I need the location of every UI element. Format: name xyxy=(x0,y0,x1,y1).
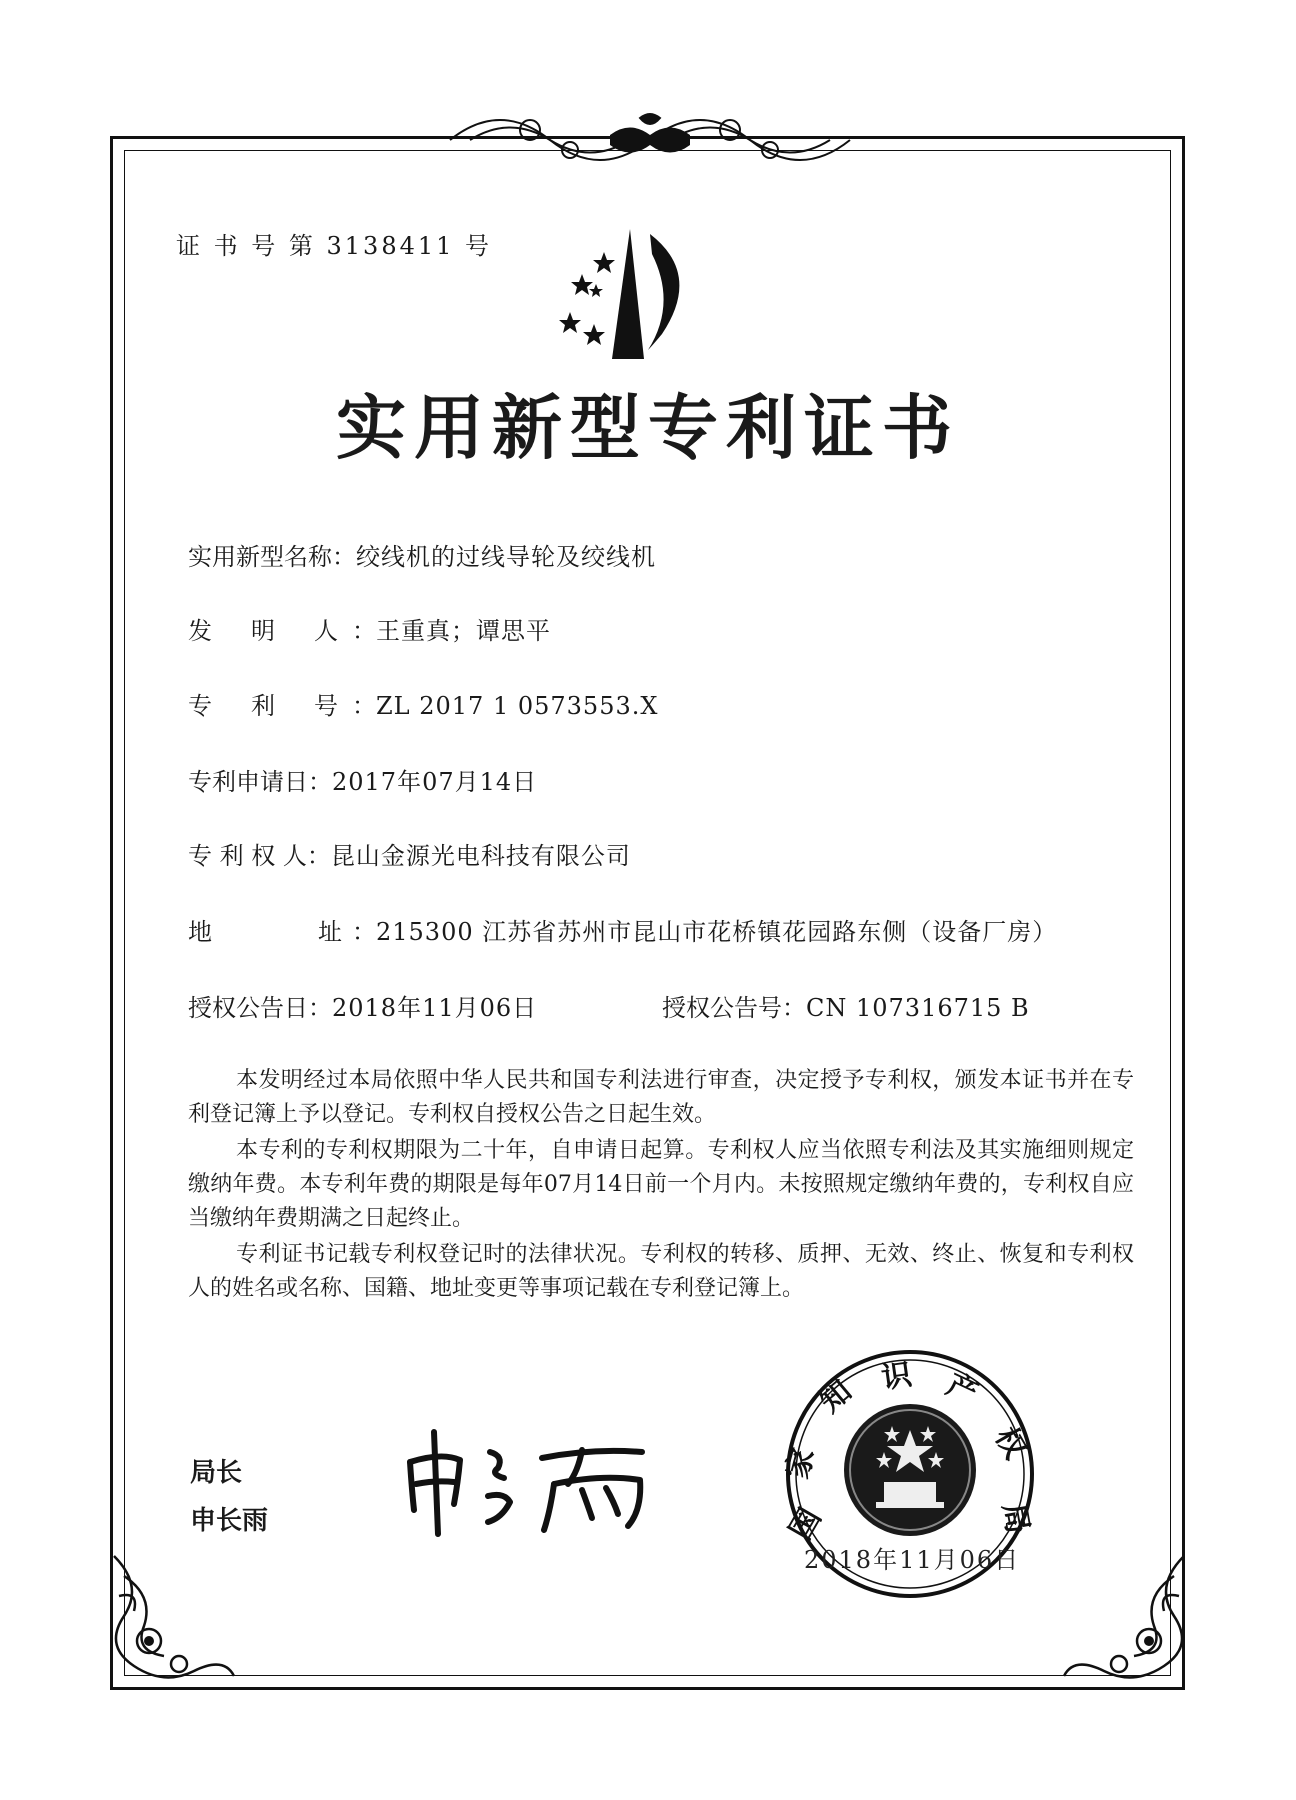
body-paragraph-grant: 本发明经过本局依照中华人民共和国专利法进行审查，决定授予专利权，颁发本证书并在专利登记簿上予以登记。专利权自授权公告之日起生效。 xyxy=(188,1068,1134,1127)
utility-model-name-value: 绞线机的过线导轮及绞线机 xyxy=(356,543,656,571)
top-ornament xyxy=(440,100,860,180)
certificate-body xyxy=(188,1064,1134,1308)
inventor-row: 发 明 人 ：王重真；谭思平 xyxy=(188,611,551,646)
svg-text:局: 局 xyxy=(995,1500,1036,1537)
grant-date-label: 授权公告日： xyxy=(188,994,332,1022)
svg-text:国: 国 xyxy=(783,1502,829,1546)
address-row: 地 址 ：215300 江苏省苏州市昆山市花桥镇花园路东侧（设备厂房） xyxy=(188,912,1057,947)
filing-date-row xyxy=(188,762,537,797)
grant-date-row xyxy=(188,988,537,1023)
seal-date: 2018年11月06日 xyxy=(804,1546,1021,1574)
address-value: 215300 江苏省苏州市昆山市花桥镇花园路东侧（设备厂房） xyxy=(376,918,1058,946)
svg-text:知: 知 xyxy=(813,1373,859,1420)
filing-date-label: 专利申请日： xyxy=(188,768,332,796)
corner-ornament-right xyxy=(1054,1546,1194,1686)
director-title: 局长 xyxy=(190,1458,243,1488)
body-paragraph-legal-status: 专利证书记载专利权登记时的法律状况。专利权的转移、质押、无效、终止、恢复和专利权人的姓名或名称、国籍、地址变更等事项记载在专利登记簿上。 xyxy=(188,1242,1134,1301)
body-paragraph-term: 本专利的专利权期限为二十年，自申请日起算。专利权人应当依照专利法及其实施细则规定缴纳年费。本专利年费的期限是每年07月14日前一个月内。未按照规定缴纳年费的，专利权自应当缴纳年费期满之日起终止。 xyxy=(188,1138,1134,1231)
patentee-label: 专 利 权 人： xyxy=(188,842,331,870)
certificate-number: 证 书 号 第 3138411 号 xyxy=(176,232,493,260)
cnipa-emblem-icon xyxy=(552,224,682,364)
corner-ornament-left xyxy=(104,1546,244,1686)
filing-date-value: 2017年07月14日 xyxy=(332,768,538,796)
patentee-row xyxy=(188,836,631,871)
utility-model-name-label: 实用新型名称： xyxy=(188,543,356,571)
grant-number-row xyxy=(662,988,1030,1023)
director-signature xyxy=(392,1422,672,1542)
patentee-value: 昆山金源光电科技有限公司 xyxy=(330,842,631,870)
svg-text:识: 识 xyxy=(879,1357,914,1397)
patent-number-value: ZL 2017 1 0573553.X xyxy=(376,692,659,720)
certificate-title: 实用新型专利证书 xyxy=(336,386,960,469)
utility-model-name-row xyxy=(188,537,656,572)
patent-number-label: 专 利 号 xyxy=(188,692,338,720)
grant-number-value: CN 107316715 B xyxy=(806,994,1030,1022)
grant-number-label: 授权公告号： xyxy=(662,994,806,1022)
inventor-label: 发 明 人 xyxy=(188,617,338,645)
inventor-value: 王重真；谭思平 xyxy=(376,617,551,645)
patent-number-row: 专 利 号 ：ZL 2017 1 0573553.X xyxy=(188,686,658,721)
svg-text:产: 产 xyxy=(941,1367,984,1412)
address-label: 地 址 xyxy=(188,918,342,946)
grant-date-value: 2018年11月06日 xyxy=(332,994,538,1022)
director-name: 申长雨 xyxy=(190,1506,269,1536)
svg-text:权: 权 xyxy=(987,1421,1033,1465)
svg-text:家: 家 xyxy=(780,1444,822,1483)
